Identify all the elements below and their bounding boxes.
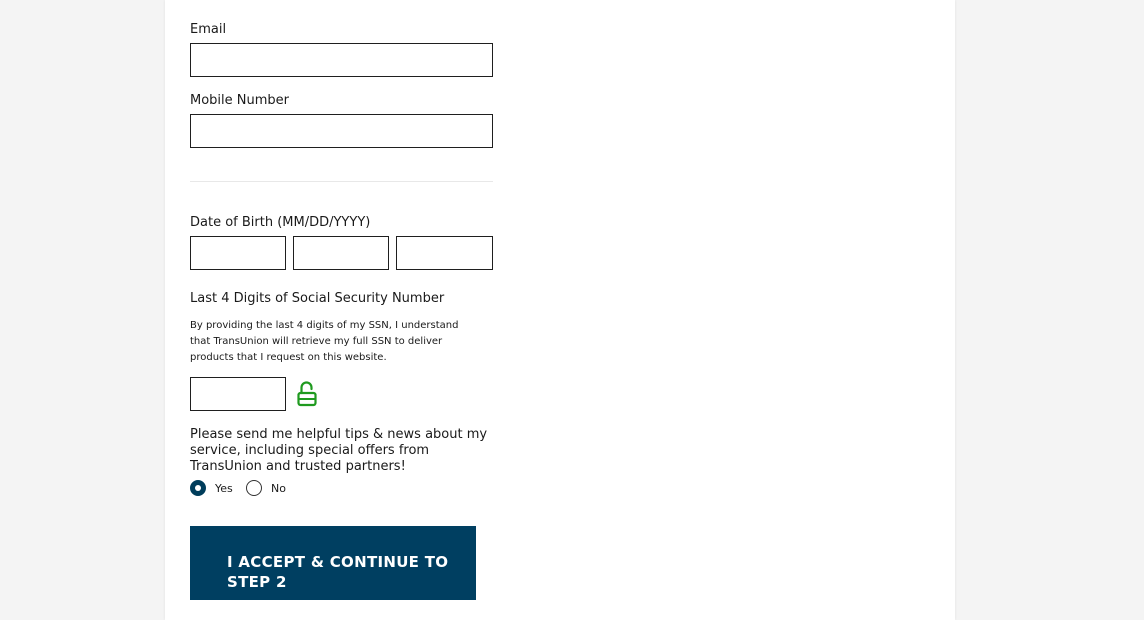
consent-no-radio[interactable]	[246, 480, 262, 496]
consent-yes-label: Yes	[215, 482, 233, 495]
consent-yes-radio[interactable]	[190, 480, 206, 496]
dob-month-input[interactable]	[190, 236, 286, 270]
mobile-number-input[interactable]	[190, 114, 493, 148]
consent-no-label: No	[271, 482, 286, 495]
email-label: Email	[190, 22, 227, 37]
form-card	[165, 0, 955, 620]
section-divider	[190, 181, 493, 182]
accept-continue-button[interactable]: I ACCEPT & CONTINUE TO STEP 2	[190, 526, 476, 600]
dob-label: Date of Birth (MM/DD/YYYY)	[190, 215, 371, 230]
ssn-label: Last 4 Digits of Social Security Number	[190, 291, 445, 306]
marketing-consent-text: Please send me helpful tips & news about my service, including special offers from TransUnion and trusted partners!	[190, 427, 488, 474]
lock-icon	[297, 381, 317, 407]
ssn-last4-input[interactable]	[190, 377, 286, 411]
dob-day-input[interactable]	[293, 236, 389, 270]
ssn-disclosure: By providing the last 4 digits of my SSN, I understand that TransUnion will retrieve my full SSN to deliver products that I request on this website.	[190, 320, 459, 363]
dob-year-input[interactable]	[396, 236, 493, 270]
mobile-number-label: Mobile Number	[190, 93, 289, 108]
email-input[interactable]	[190, 43, 493, 77]
